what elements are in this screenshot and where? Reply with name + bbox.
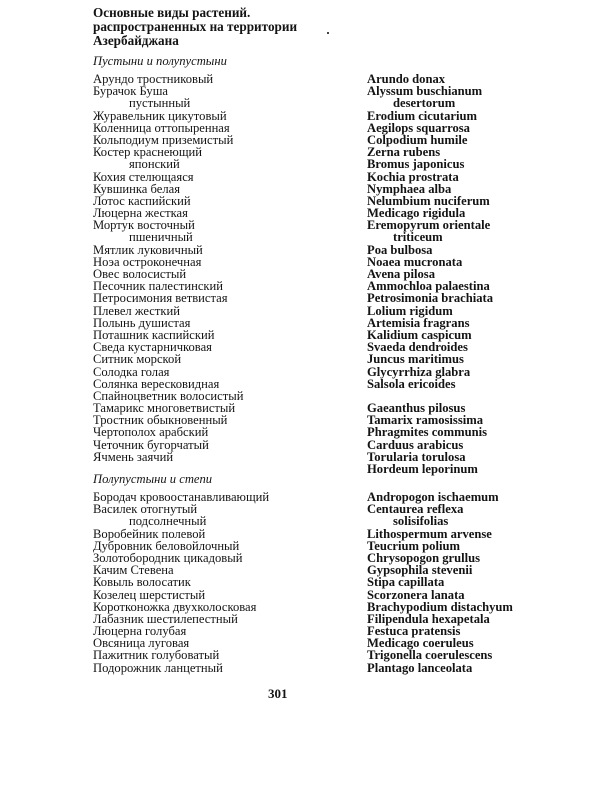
list-item: Bromus japonicus bbox=[367, 157, 465, 172]
list-item: Gypsophila stevenii bbox=[367, 563, 473, 578]
list-item: Полынь душистая bbox=[93, 315, 191, 330]
list-item: Бородач кровоостанавливающий bbox=[93, 490, 270, 504]
list-item: Gaeanthus pilosus bbox=[367, 401, 466, 416]
list-item: Подорожник ланцетный bbox=[93, 660, 223, 675]
list-item: Eremopyrum orientale bbox=[367, 218, 491, 233]
list-item: Hordeum leporinum bbox=[367, 462, 478, 476]
list-item: Кольподиум приземистый bbox=[93, 132, 234, 147]
list-item: Scorzonera lanata bbox=[367, 587, 465, 602]
list-item: Журавельник цикутовый bbox=[93, 108, 227, 123]
list-item: Teucrium polium bbox=[367, 538, 460, 553]
page-title bbox=[93, 6, 353, 48]
list-item: Torularia torulosa bbox=[367, 449, 466, 464]
list-item: Medicago rigidula bbox=[367, 206, 466, 221]
list-item: Chrysopogon grullus bbox=[367, 550, 481, 565]
list-item-continuation: японский bbox=[129, 157, 180, 172]
list-item: Trigonella coerulescens bbox=[367, 648, 493, 663]
list-item: Василек отогнутый bbox=[93, 502, 198, 517]
list-item: Люцерна жесткая bbox=[93, 206, 188, 221]
list-item: Nymphaea alba bbox=[367, 181, 452, 196]
list-item-continuation: desertorum bbox=[393, 96, 456, 111]
list-item: Poa bulbosa bbox=[367, 242, 433, 257]
list-item: Phragmites communis bbox=[367, 425, 487, 440]
list-item: Лотос каспийский bbox=[93, 193, 191, 208]
list-item: Сведа кустарничковая bbox=[93, 340, 212, 355]
list-item: Petrosimonia brachiata bbox=[367, 291, 494, 306]
list-item: Artemisia fragrans bbox=[367, 315, 470, 330]
list-item: Дубровник беловойлочный bbox=[93, 538, 240, 553]
list-item: Arundo donax bbox=[367, 72, 446, 86]
list-item: Aegilops squarrosa bbox=[367, 120, 470, 135]
list-item: Lolium rigidum bbox=[367, 303, 453, 318]
list-item: Alyssum buschianum bbox=[367, 84, 483, 99]
list-item: Люцерна голубая bbox=[93, 624, 187, 639]
list-item: Carduus arabicus bbox=[367, 437, 464, 452]
list-item: Мортук восточный bbox=[93, 218, 195, 233]
list-item: Tamarix ramosissima bbox=[367, 413, 484, 428]
list-item: Filipendula hexapetala bbox=[367, 611, 490, 626]
list-item: Лабазник шестилепестный bbox=[93, 611, 238, 626]
section-heading-deserts: Пустыни и полупустыни bbox=[93, 54, 227, 68]
section-heading-steppes: Полупустыни и степи bbox=[93, 472, 213, 486]
list-item-continuation: пшеничный bbox=[129, 230, 193, 245]
list-item: Kochia prostrata bbox=[367, 169, 459, 184]
list-item: Кувшинка белая bbox=[93, 181, 181, 196]
latin-names-steppes bbox=[367, 491, 597, 674]
list-item: Salsola ericoides bbox=[367, 376, 456, 391]
list-item: Medicago coeruleus bbox=[367, 636, 474, 651]
print-speck bbox=[327, 32, 329, 34]
list-item: Festuca pratensis bbox=[367, 624, 461, 639]
list-item: Чертополох арабский bbox=[93, 425, 209, 440]
list-item: Костер краснеющий bbox=[93, 145, 203, 160]
list-item: Солодка голая bbox=[93, 364, 170, 379]
list-item: Noaea mucronata bbox=[367, 254, 463, 269]
list-item: Песочник палестинский bbox=[93, 279, 224, 294]
list-item: Пажитник голубоватый bbox=[93, 648, 220, 663]
list-item: Stipa capillata bbox=[367, 575, 445, 590]
list-item: Centaurea reflexa bbox=[367, 502, 464, 517]
list-item: Ячмень заячий bbox=[93, 449, 174, 464]
list-item: Качим Стевена bbox=[93, 563, 174, 578]
list-item: Арундо тростниковый bbox=[93, 72, 214, 86]
list-item-continuation: solisifolias bbox=[393, 514, 449, 529]
latin-names-deserts bbox=[367, 73, 597, 475]
list-item: Петросимония ветвистая bbox=[93, 291, 228, 306]
list-item: Плевел жесткий bbox=[93, 303, 180, 318]
list-item: Спайноцветник волосистый bbox=[93, 388, 244, 403]
list-item: Kalidium caspicum bbox=[367, 327, 472, 342]
list-item-continuation: пустынный bbox=[129, 96, 191, 111]
list-item: Воробейник полевой bbox=[93, 526, 206, 541]
list-item-continuation: triticeum bbox=[393, 230, 443, 245]
list-item: Andropogon ischaemum bbox=[367, 490, 499, 504]
list-item: Brachypodium distachyum bbox=[367, 599, 513, 614]
list-item: Тамарикс многоветвистый bbox=[93, 401, 236, 416]
list-item: Ноэа остроконечная bbox=[93, 254, 202, 269]
list-item: Svaeda dendroides bbox=[367, 340, 468, 355]
list-item: Кохия стелющаяся bbox=[93, 169, 194, 184]
list-item: Бурачок Буша bbox=[93, 84, 168, 99]
russian-names-steppes bbox=[93, 491, 343, 674]
list-item: Plantago lanceolata bbox=[367, 660, 473, 675]
list-item: Овес волосистый bbox=[93, 267, 187, 281]
list-item: Avena pilosa bbox=[367, 267, 435, 281]
list-item: Ammochloa palaestina bbox=[367, 279, 490, 294]
list-item: Мятлик луковичный bbox=[93, 242, 203, 257]
list-item: Четочник бугорчатый bbox=[93, 437, 209, 452]
russian-names-deserts bbox=[93, 73, 343, 463]
list-item: Glycyrrhiza glabra bbox=[367, 364, 471, 379]
list-item: Коротконожка двухколосковая bbox=[93, 599, 257, 614]
list-item: Colpodium humile bbox=[367, 132, 468, 147]
list-item: Zerna rubens bbox=[367, 145, 441, 160]
list-item: Овсяница луговая bbox=[93, 636, 190, 651]
list-item: Juncus maritimus bbox=[367, 352, 464, 367]
list-item: Золотобородник цикадовый bbox=[93, 550, 243, 565]
list-item: Коленница оттопыренная bbox=[93, 120, 230, 135]
list-item: Тростник обыкновенный bbox=[93, 413, 228, 428]
page-number: 301 bbox=[268, 686, 288, 701]
list-item: Lithospermum arvense bbox=[367, 526, 492, 541]
list-item: Козелец шерстистый bbox=[93, 587, 206, 602]
title-line-3: Азербайджана bbox=[93, 33, 179, 48]
list-item: Ковыль волосатик bbox=[93, 575, 191, 590]
title-line-2: распространенных на территории bbox=[93, 19, 298, 34]
list-item: Поташник каспийский bbox=[93, 327, 215, 342]
list-item-continuation: подсолнечный bbox=[129, 514, 207, 529]
list-item: Nelumbium nuciferum bbox=[367, 193, 490, 208]
title-line-1: Основные виды растений. bbox=[93, 5, 251, 20]
list-item: Erodium cicutarium bbox=[367, 108, 477, 123]
list-item: Солянка вересковидная bbox=[93, 376, 220, 391]
list-item: Ситник морской bbox=[93, 352, 182, 367]
